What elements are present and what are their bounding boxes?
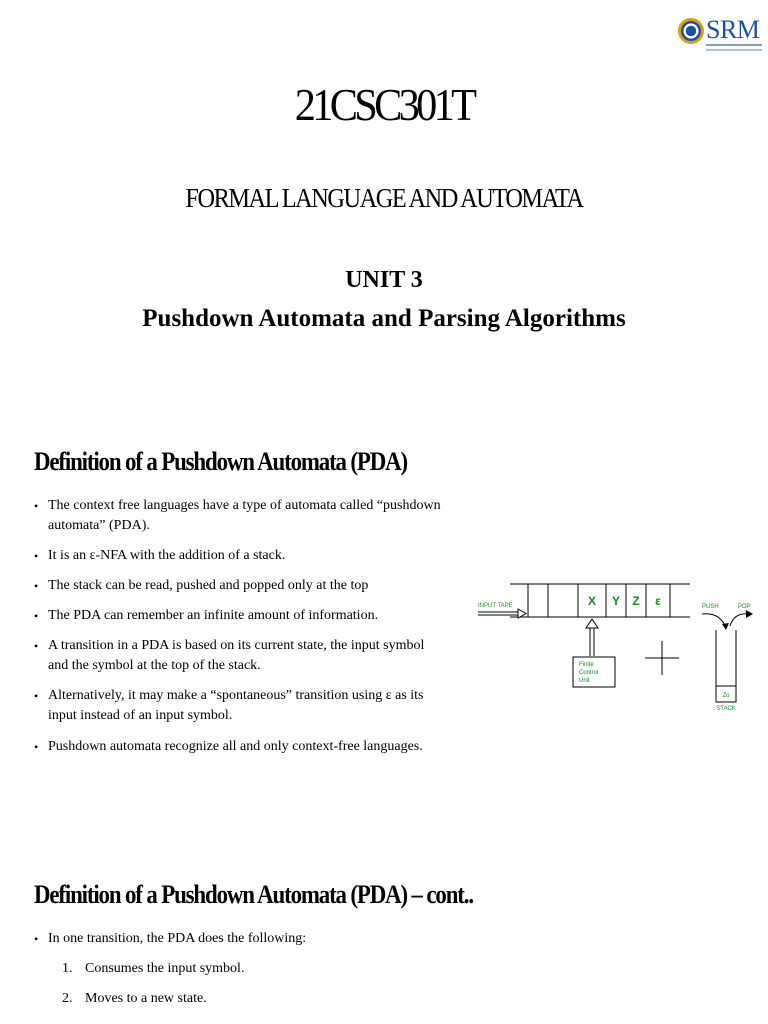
course-name: FORMAL LANGUAGE AND AUTOMATA	[185, 183, 583, 213]
list-item: • Pushdown automata recognize all and only context-free languages.	[34, 739, 423, 754]
stack-label: STACK	[716, 706, 736, 712]
pda-diagram	[476, 578, 766, 718]
section-title: Definition of a Pushdown Automata (PDA)	[34, 447, 407, 476]
list-item: • A transition in a PDA is based on its current state, the input symbol and the symbol at the top of the stack.	[34, 638, 425, 673]
list-item: 1. Consumes the input symbol.	[62, 961, 245, 976]
pop-arrow-icon	[746, 610, 753, 618]
pop-label: POP	[738, 604, 751, 610]
stack-bottom-symbol: Zo	[722, 693, 730, 699]
list-item: • The stack can be read, pushed and popped only at the top	[34, 578, 369, 593]
tape-symbol: Y	[611, 594, 621, 608]
control-label: Control	[579, 670, 599, 676]
tape-symbol: X	[587, 594, 597, 608]
tape-cell	[548, 584, 578, 617]
logo-text: SRM	[706, 15, 760, 44]
tape-symbol: Z	[632, 594, 640, 608]
list-item: • In one transition, the PDA does the following:	[34, 931, 307, 946]
srm-logo	[676, 10, 762, 56]
unit-title: Pushdown Automata and Parsing Algorithms	[142, 305, 626, 332]
srm-emblem-icon	[678, 18, 704, 44]
tape-cell	[528, 584, 548, 617]
push-arrow-icon	[722, 623, 729, 630]
control-label: Finite	[579, 662, 594, 668]
unit-label: UNIT 3	[345, 267, 423, 293]
list-item: • It is an ε-NFA with the addition of a stack.	[34, 548, 286, 563]
push-label: PUSH	[702, 604, 719, 610]
head-arrow-icon	[586, 619, 598, 628]
list-item: 2. Moves to a new state.	[62, 991, 207, 1006]
section-title: Definition of a Pushdown Automata (PDA) – cont..	[34, 880, 473, 909]
course-code: 21CSC301T	[294, 79, 474, 130]
list-item: • Alternatively, it may make a “spontaneous” transition using ε as its input instead of an input symbol.	[34, 688, 424, 723]
tape-symbol: ε	[655, 594, 661, 608]
control-label: Unit	[579, 678, 590, 684]
list-item: • The context free languages have a type of automata called “pushdown automata” (PDA).	[34, 498, 441, 533]
logo-tagline-line	[706, 49, 762, 51]
list-item: • The PDA can remember an infinite amount of information.	[34, 608, 379, 623]
push-arrow-line	[702, 614, 726, 628]
logo-tagline-line	[706, 44, 762, 46]
input-tape-label: INPUT TAPE	[478, 603, 513, 609]
